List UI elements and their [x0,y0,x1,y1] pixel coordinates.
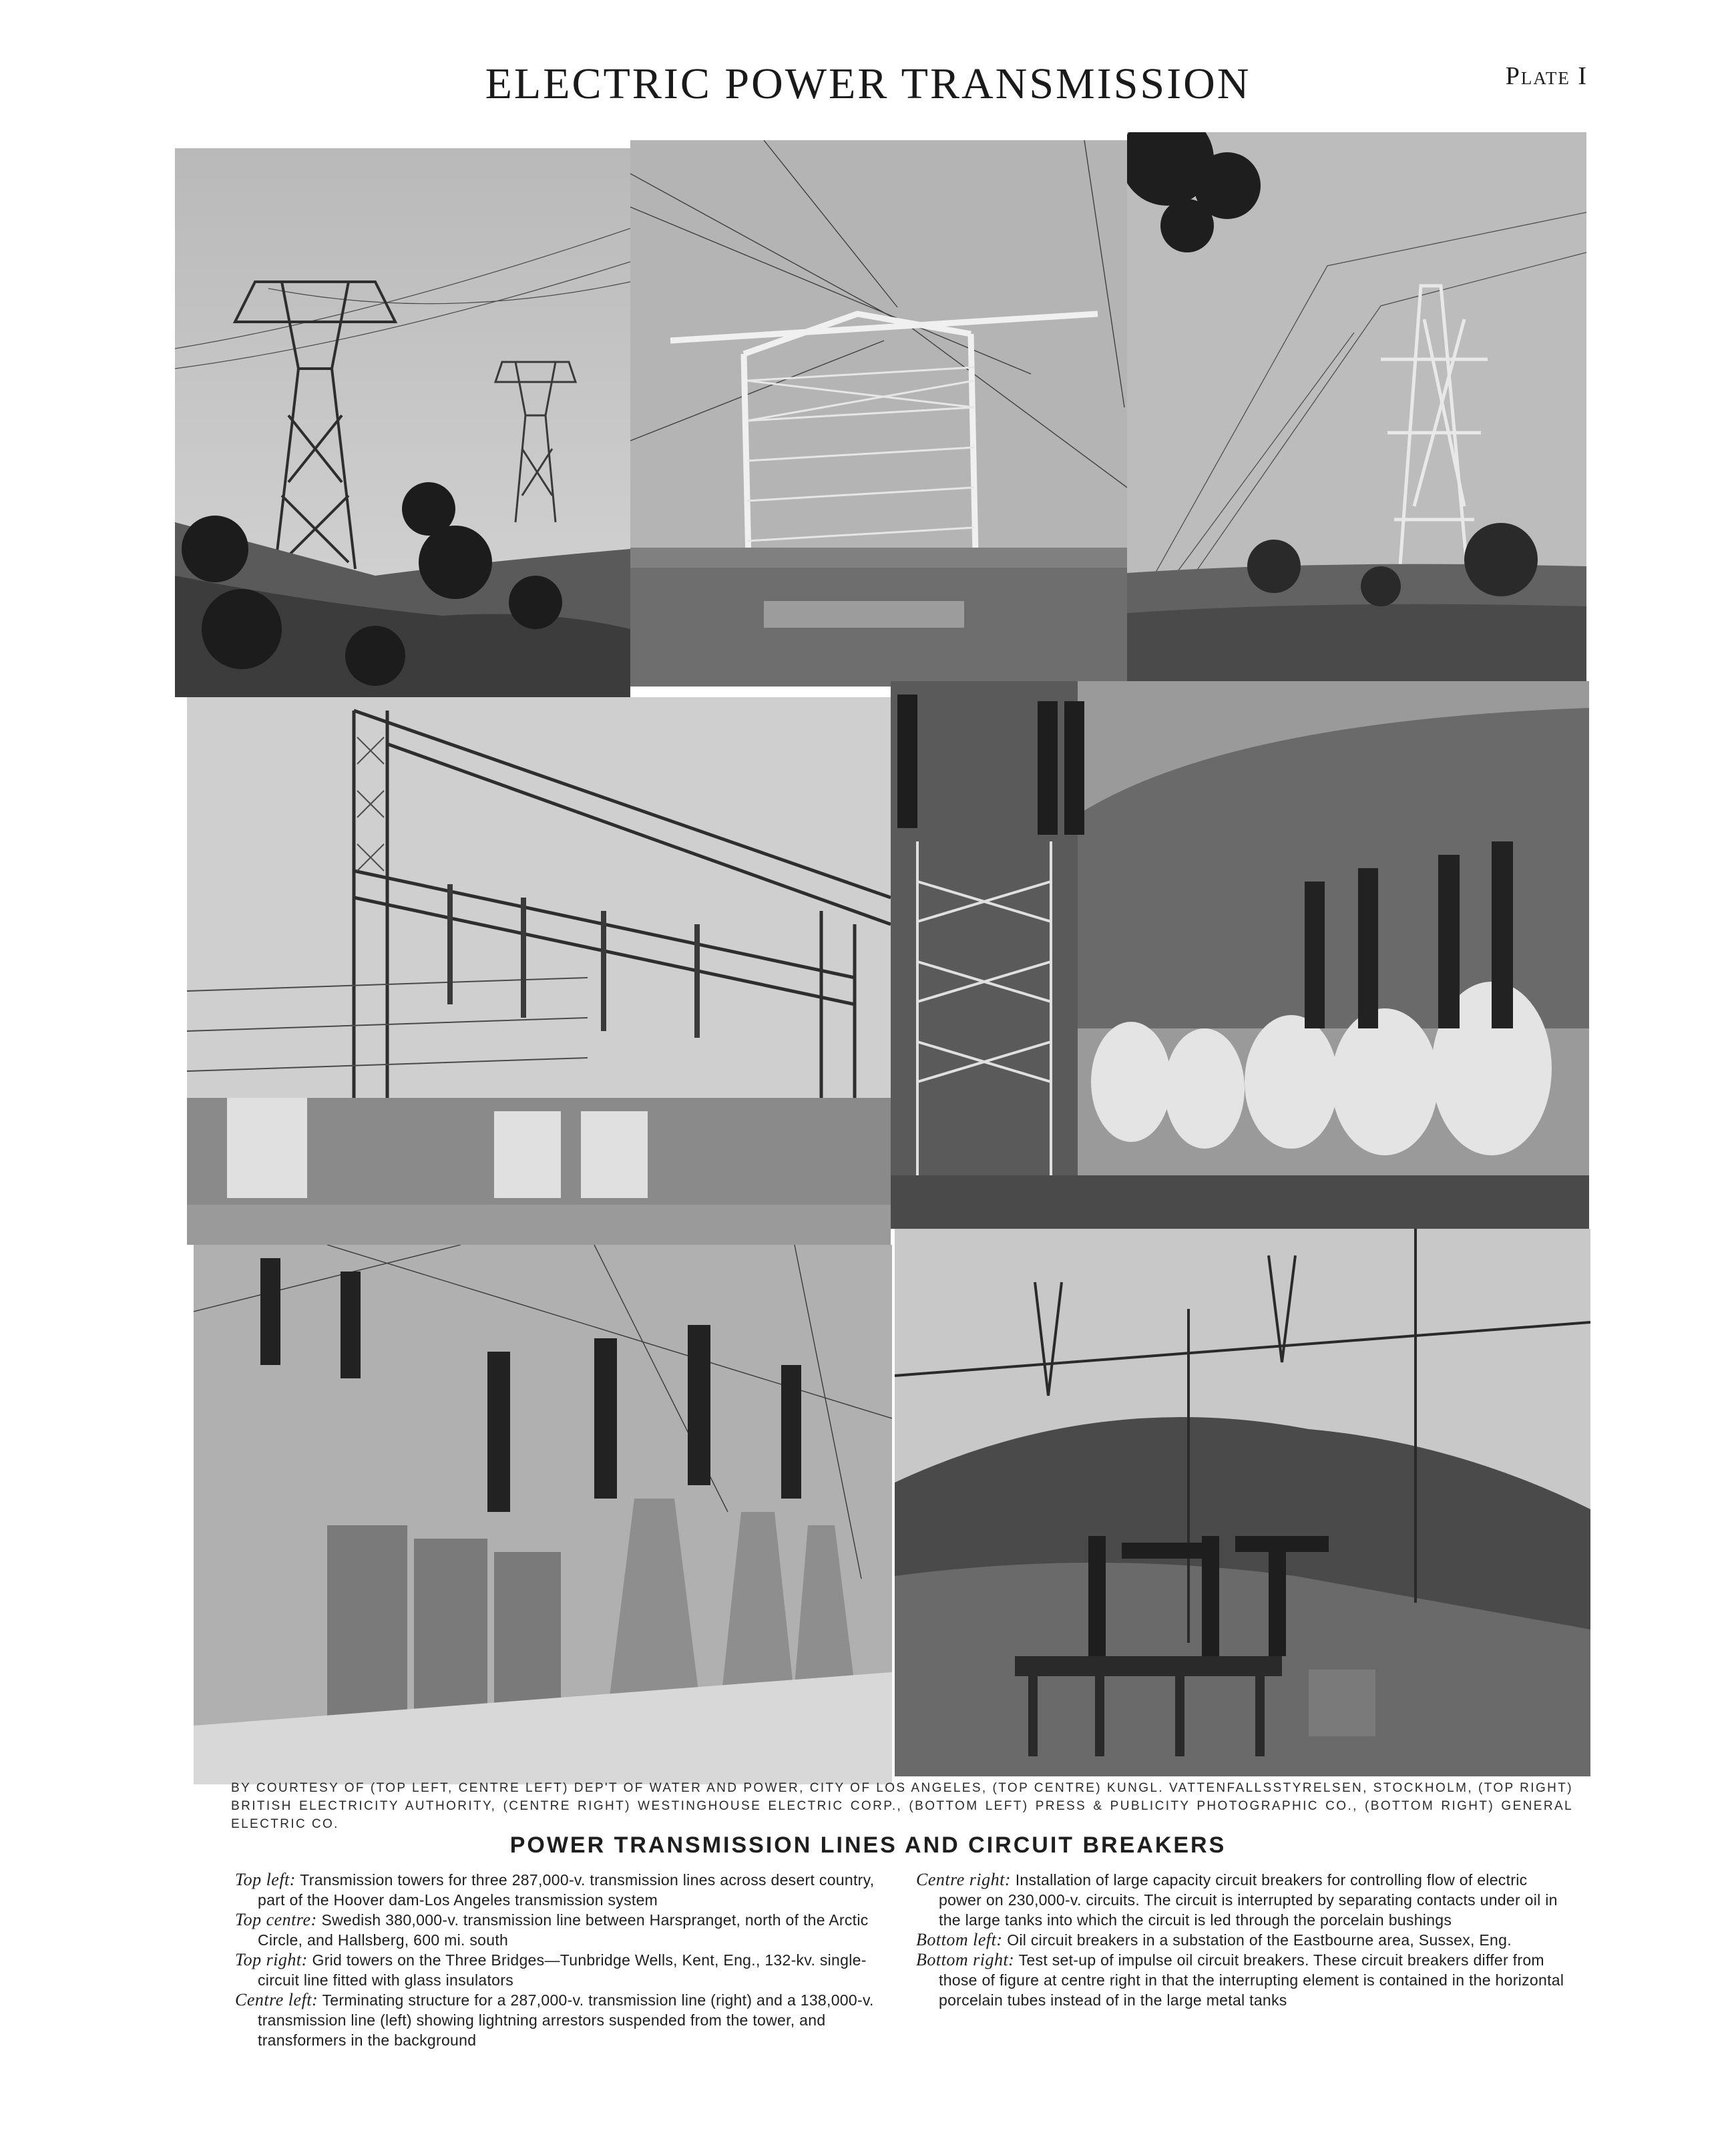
caption-label: Centre right: [916,1870,1012,1889]
caption-bottom-left [916,1930,1570,1950]
caption-title: POWER TRANSMISSION LINES AND CIRCUIT BREAKERS [509,1832,1227,1858]
plate-label: Plate I [1505,62,1588,90]
caption-text: Test set-up of impulse oil circuit breakers. These circuit breakers differ from those of figure at centre right in that the interrupting element is contained in the horizontal porcelain tubes instead of in the large metal tanks [939,1951,1564,2009]
caption-top-centre [235,1910,889,1950]
photo-bottom-left [194,1245,892,1784]
caption-top-right [235,1950,889,1990]
photo-top-left [175,148,630,697]
page-title: ELECTRIC POWER TRANSMISSION [485,59,1251,108]
caption-label: Top left: [235,1870,296,1889]
photo-bottom-right [895,1229,1590,1776]
caption-label: Centre left: [235,1990,318,2009]
caption-bottom-right [916,1950,1570,2010]
photo-centre-left [187,697,891,1245]
photo-credit: BY COURTESY OF (TOP LEFT, CENTRE LEFT) DEP'T OF WATER AND POWER, CITY OF LOS ANGELES, (TOP CENTRE) KUNGL. VATTENFALLSSTYRELSEN, STOCKHOLM, (TOP RIGHT) BRITISH ELECTRICITY AUTHORITY, (CENTRE RIGHT) WESTINGHOUSE ELECTRIC CORP., (BOTTOM LEFT) PRESS & PUBLICITY PHOTOGRAPHIC CO., (BOTTOM RIGHT) GENERAL ELECTRIC CO. [231,1781,1573,1831]
caption-centre-right [916,1870,1570,1930]
captions-left-column [235,1870,889,2050]
caption-text: Swedish 380,000-v. transmission line between Harspranget, north of the Arctic Circle, and Hallsberg, 600 mi. south [258,1911,869,1949]
caption-text: Oil circuit breakers in a substation of the Eastbourne area, Sussex, Eng. [1007,1931,1512,1949]
caption-text: Terminating structure for a 287,000-v. transmission line (right) and a 138,000-v. transmission line (left) showing lightning arrestors suspended from the tower, and transformers in the background [258,1991,874,2049]
captions-right-column [916,1870,1570,2010]
caption-centre-left [235,1990,889,2050]
caption-label: Top right: [235,1950,308,1969]
caption-text: Transmission towers for three 287,000-v. transmission lines across desert country, part of the Hoover dam-Los Angeles transmission system [258,1871,875,1909]
caption-top-left [235,1870,889,1910]
caption-text: Installation of large capacity circuit breakers for controlling flow of electric power on 230,000-v. circuits. The circuit is interrupted by separating contacts under oil in the large tanks into which the circuit is led through the porcelain bushings [939,1871,1558,1929]
caption-label: Bottom right: [916,1950,1015,1969]
caption-text: Grid towers on the Three Bridges—Tunbridge Wells, Kent, Eng., 132-kv. single-circuit line fitted with glass insulators [258,1951,867,1989]
caption-label: Bottom left: [916,1930,1003,1949]
photo-top-centre [630,140,1127,687]
photo-top-right [1127,132,1586,681]
caption-label: Top centre: [235,1910,317,1929]
photo-centre-right [891,681,1589,1229]
